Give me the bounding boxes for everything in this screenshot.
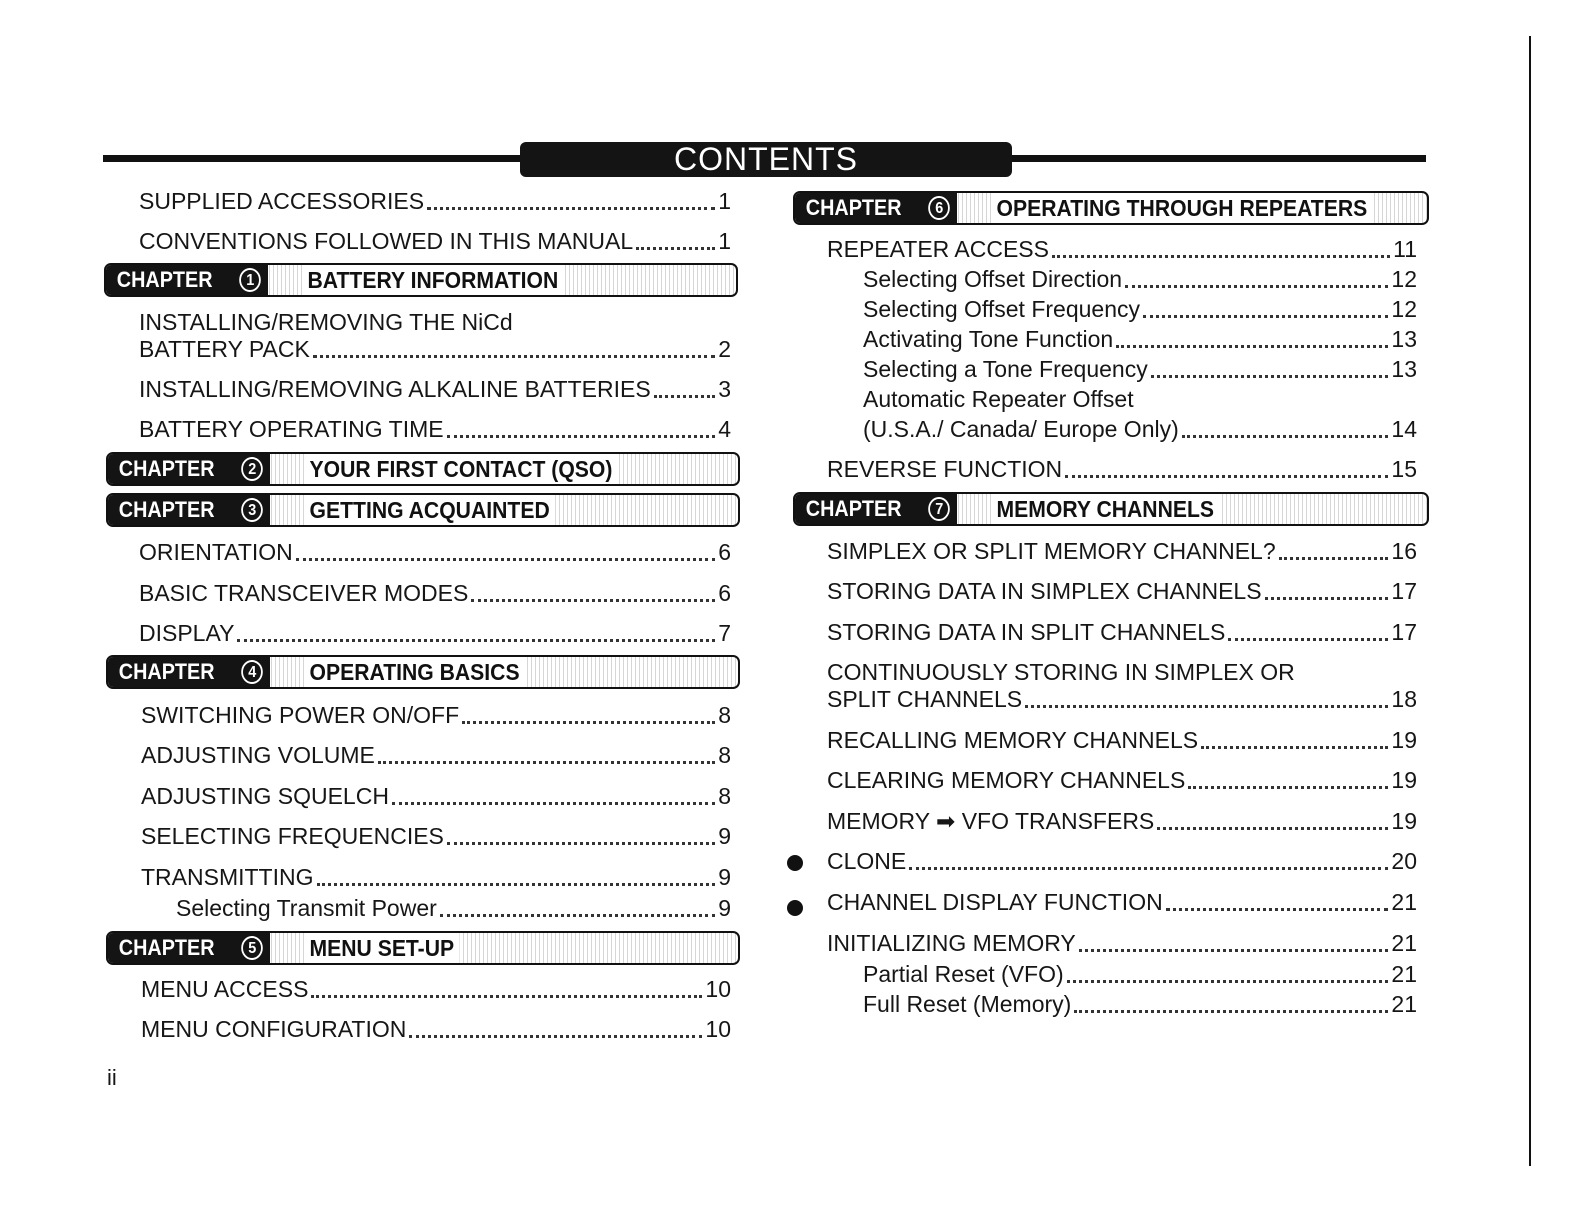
page-number: ii (107, 1065, 117, 1090)
toc-entry[interactable]: CLONE 20 (827, 848, 1417, 874)
toc-entry[interactable]: SPLIT CHANNELS 18 (827, 686, 1417, 712)
toc-entry[interactable]: SWITCHING POWER ON/OFF 8 (141, 702, 731, 728)
toc-entry[interactable]: INSTALLING/REMOVING ALKALINE BATTERIES 3 (139, 376, 731, 402)
toc-entry-line1: INSTALLING/REMOVING THE NiCd (139, 309, 513, 335)
toc-subentry[interactable]: Selecting a Tone Frequency 13 (863, 356, 1417, 382)
toc-entry[interactable]: REPEATER ACCESS 11 (827, 236, 1417, 262)
toc-entry[interactable]: MENU CONFIGURATION 10 (141, 1016, 731, 1042)
toc-subentry[interactable]: Selecting Transmit Power 9 (176, 895, 731, 921)
toc-entry[interactable]: BASIC TRANSCEIVER MODES 6 (139, 580, 731, 606)
toc-entry[interactable]: INITIALIZING MEMORY 21 (827, 930, 1417, 956)
toc-entry[interactable]: STORING DATA IN SPLIT CHANNELS 17 (827, 619, 1417, 645)
toc-subentry[interactable]: Partial Reset (VFO) 21 (863, 961, 1417, 987)
chapter-5-header[interactable]: CHAPTER 5 MENU SET-UP (106, 931, 740, 965)
chapter-3-header[interactable]: CHAPTER 3 GETTING ACQUAINTED (106, 493, 740, 527)
toc-entry[interactable]: ADJUSTING SQUELCH 8 (141, 783, 731, 809)
page-edge-line (1529, 36, 1531, 1166)
toc-subentry[interactable]: Selecting Offset Direction 12 (863, 266, 1417, 292)
toc-entry[interactable]: CLEARING MEMORY CHANNELS 19 (827, 767, 1417, 793)
toc-entry-line1: CONTINUOUSLY STORING IN SIMPLEX OR (827, 659, 1295, 685)
toc-entry[interactable]: CONVENTIONS FOLLOWED IN THIS MANUAL 1 (139, 228, 731, 254)
chapter-2-header[interactable]: CHAPTER 2 YOUR FIRST CONTACT (QSO) (106, 452, 740, 486)
chapter-1-header[interactable]: CHAPTER 1 BATTERY INFORMATION (104, 263, 738, 297)
toc-entry[interactable]: BATTERY PACK 2 (139, 336, 731, 362)
chapter-6-header[interactable]: CHAPTER 6 OPERATING THROUGH REPEATERS (793, 191, 1429, 225)
toc-entry[interactable]: RECALLING MEMORY CHANNELS 19 (827, 727, 1417, 753)
toc-entry[interactable]: MEMORY ➡ VFO TRANSFERS 19 (827, 808, 1417, 834)
toc-entry[interactable]: STORING DATA IN SIMPLEX CHANNELS 17 (827, 578, 1417, 604)
toc-entry[interactable]: SUPPLIED ACCESSORIES 1 (139, 188, 731, 214)
toc-entry[interactable]: BATTERY OPERATING TIME 4 (139, 416, 731, 442)
page-title: CONTENTS (520, 142, 1012, 177)
toc-entry[interactable]: ADJUSTING VOLUME 8 (141, 742, 731, 768)
toc-entry[interactable]: CHANNEL DISPLAY FUNCTION 21 (827, 889, 1417, 915)
toc-subentry[interactable]: (U.S.A./ Canada/ Europe Only) 14 (863, 416, 1417, 442)
new-feature-bullet-icon (787, 900, 803, 916)
toc-entry[interactable]: REVERSE FUNCTION 15 (827, 456, 1417, 482)
toc-entry[interactable]: DISPLAY 7 (139, 620, 731, 646)
toc-subentry[interactable]: Full Reset (Memory) 21 (863, 991, 1417, 1017)
title-rule-left (103, 155, 523, 162)
new-feature-bullet-icon (787, 855, 803, 871)
toc-entry[interactable]: ORIENTATION 6 (139, 539, 731, 565)
toc-entry[interactable]: SIMPLEX OR SPLIT MEMORY CHANNEL? 16 (827, 538, 1417, 564)
title-rule-right (1008, 155, 1426, 162)
chapter-7-header[interactable]: CHAPTER 7 MEMORY CHANNELS (793, 492, 1429, 526)
toc-subentry[interactable]: Activating Tone Function 13 (863, 326, 1417, 352)
toc-subentry-line1: Automatic Repeater Offset (863, 386, 1134, 412)
toc-entry[interactable]: TRANSMITTING 9 (141, 864, 731, 890)
toc-entry[interactable]: SELECTING FREQUENCIES 9 (141, 823, 731, 849)
chapter-4-header[interactable]: CHAPTER 4 OPERATING BASICS (106, 655, 740, 689)
toc-subentry[interactable]: Selecting Offset Frequency 12 (863, 296, 1417, 322)
toc-entry[interactable]: MENU ACCESS 10 (141, 976, 731, 1002)
